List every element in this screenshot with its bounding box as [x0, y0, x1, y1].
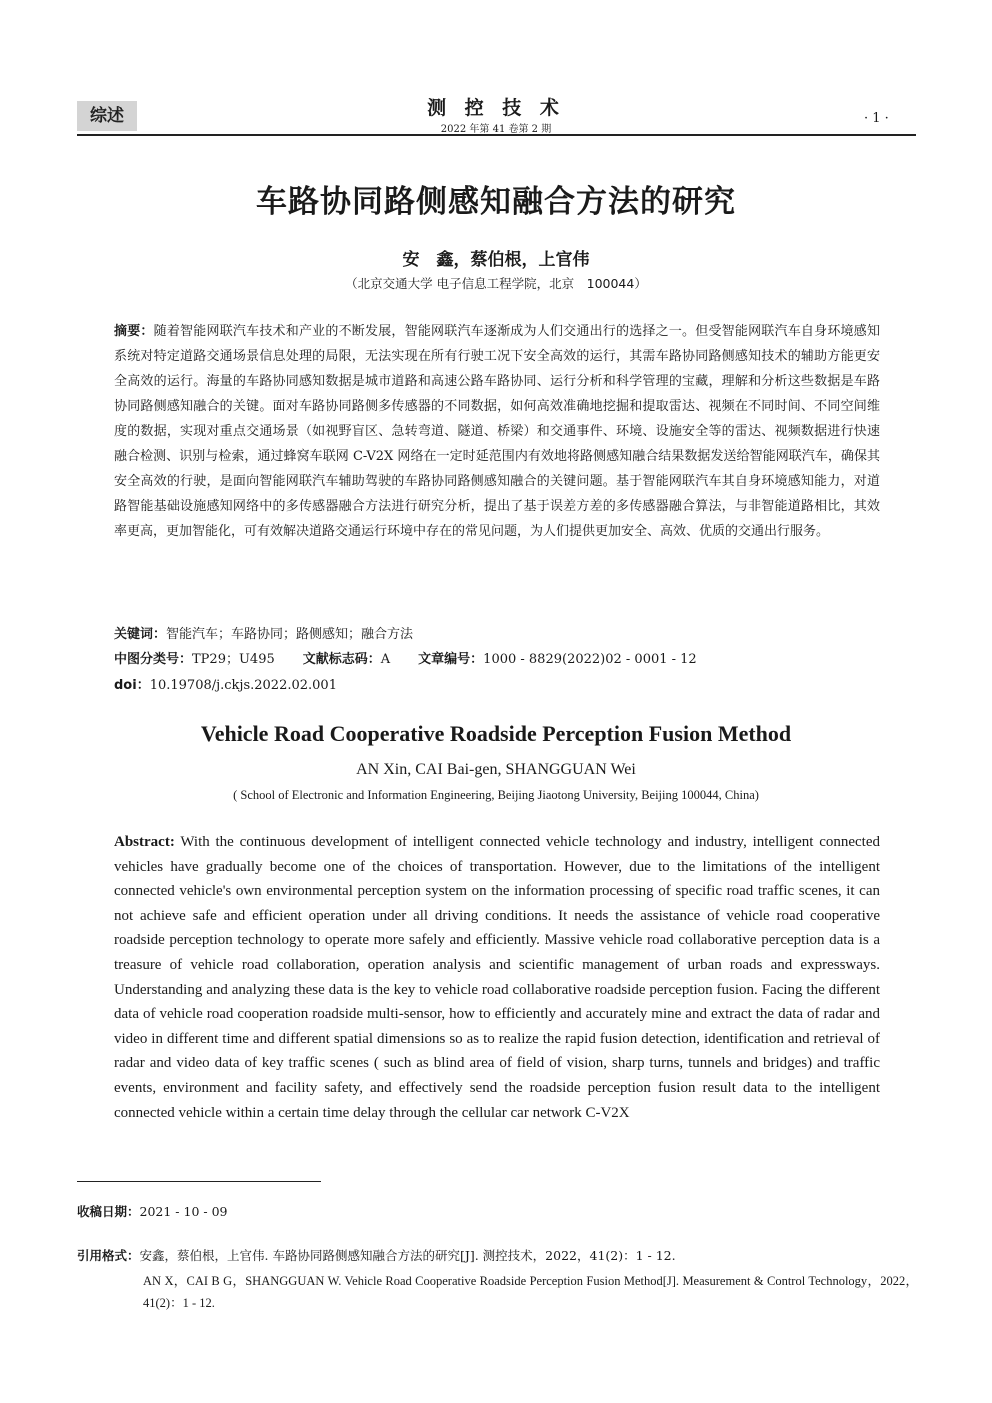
- journal-issue: 2022 年第 41 卷第 2 期: [440, 124, 552, 135]
- article-no-value: 1000 - 8829(2022)02 - 0001 - 12: [483, 652, 697, 667]
- paper-title-en: Vehicle Road Cooperative Roadside Perception Fusion Method: [200, 721, 792, 746]
- citation-cn: [77, 1246, 917, 1264]
- citation-en: AN X，CAI B G，SHANGGUAN W. Vehicle Road Cooperative Roadside Perception Fusion Method[J]. Measurement & Control Technology，2022，41(2)：1 - 12.: [143, 1274, 918, 1310]
- cite-label: 引用格式：: [77, 1248, 140, 1263]
- footnote-rule: [77, 1181, 321, 1182]
- doi-line: [114, 674, 337, 693]
- cite-cn-text: 安鑫，蔡伯根，上官伟. 车路协同路侧感知融合方法的研究[J]. 测控技术，2022，41(2)：1 - 12.: [139, 1248, 676, 1263]
- abstract-label-en: Abstract:: [114, 834, 175, 850]
- abstract-en: [114, 830, 880, 1160]
- abstract-text-en: With the continuous development of intelligent connected vehicle technology and industry, intelligent connected vehicles have gradually become one of the choices of transportation. However, due to the limitations of the intelligent connected vehicle's own environmental perception system on the information processing of specific road traffic scenes, it can not achieve safe and efficient operation under all driving conditions. It needs the assistance of vehicle road cooperative roadside perception technology to operate more safely and efficiently. Massive vehicle road collaborative perception data is a treasure of vehicle road collaboration, operation analysis and scientific management of urban roads and expressways. Understanding and analyzing these data is the key to vehicle road collaborative roadside perception fusion. Facing the different data of vehicle road cooperation roadside multi-sensor, how to efficiently and accurately mine and extract the data of radar and video in different time and different spatial dimensions so as to realize the rapid fusion detection, identification and retrieval of radar and video data of key traffic scenes ( such as blind area of field of vision, sharp turns, tunnels and bridges) and traffic events, environment and facility safety, and effectively send the roadside perception fusion result data to the intelligent connected vehicle within a certain time delay through the cellular car network C-V2X: [114, 834, 880, 1121]
- doi-label: doi：: [114, 678, 150, 693]
- keywords-label-cn: 关键词：: [114, 627, 167, 642]
- received-value: 2021 - 10 - 09: [139, 1204, 228, 1219]
- journal-name: 测 控 技 术: [427, 97, 565, 119]
- article-no-label: 文章编号：: [418, 652, 484, 667]
- authors-en: AN Xin, CAI Bai-gen, SHANGGUAN Wei: [356, 761, 636, 778]
- paper-title-cn: 车路协同路侧感知融合方法的研究: [256, 184, 736, 220]
- clc-value: TP29；U495: [192, 652, 275, 667]
- page-number: · 1 ·: [864, 111, 889, 126]
- keywords-text-cn: 智能汽车；车路协同；路侧感知；融合方法: [166, 627, 414, 642]
- section-tag: 综述: [77, 101, 137, 131]
- abstract-cn: [114, 319, 880, 619]
- received-label: 收稿日期：: [77, 1204, 140, 1219]
- doc-code-label: 文献标志码：: [302, 652, 381, 667]
- affiliation-en: ( School of Electronic and Information Engineering, Beijing Jiaotong University, Beijing 100044, China): [233, 788, 759, 802]
- header-rule: [77, 134, 916, 136]
- abstract-text-cn: 随着智能网联汽车技术和产业的不断发展，智能网联汽车逐渐成为人们交通出行的选择之一。但受智能网联汽车自身环境感知系统对特定道路交通场景信息处理的局限，无法实现在所有行驶工况下安全高效的运行，其需车路协同路侧感知技术的辅助方能更安全高效的运行。海量的车路协同感知数据是城市道路和高速公路车路协同、运行分析和科学管理的宝藏，理解和分析这些数据是车路协同路侧感知融合的关键。面对车路协同路侧多传感器的不同数据，如何高效准确地挖掘和提取雷达、视频在不同时间、不同空间维度的数据，实现对重点交通场景（如视野盲区、急转弯道、隧道、桥梁）和交通事件、环境、设施安全等的雷达、视频数据进行快速融合检测、识别与检索，通过蜂窝车联网 C-V2X 网络在一定时延范围内有效地将路侧感知融合结果数据发送给智能网联汽车，确保其安全高效的行驶，是面向智能网联汽车辅助驾驶的车路协同路侧感知融合的关键问题。基于智能网联汽车其自身环境感知能力，对道路智能基础设施感知网络中的多传感器融合方法进行研究分析，提出了基于误差方差的多传感器融合算法，与非智能道路相比，其效率更高，更加智能化，可有效解决道路交通运行环境中存在的常见问题，为人们提供更加安全、高效、优质的交通出行服务。: [114, 324, 880, 539]
- abstract-label-cn: 摘要：: [114, 324, 154, 339]
- doc-code-value: A: [380, 652, 391, 667]
- received-date: [77, 1202, 227, 1220]
- keywords-cn: [114, 622, 880, 647]
- clc-label: 中图分类号：: [114, 652, 193, 667]
- affiliation-cn: （北京交通大学 电子信息工程学院，北京 100044）: [345, 276, 647, 291]
- classification-line: [114, 648, 880, 667]
- doi-value: 10.19708/j.ckjs.2022.02.001: [149, 678, 337, 693]
- authors-cn: 安 鑫，蔡伯根，上官伟: [402, 250, 590, 270]
